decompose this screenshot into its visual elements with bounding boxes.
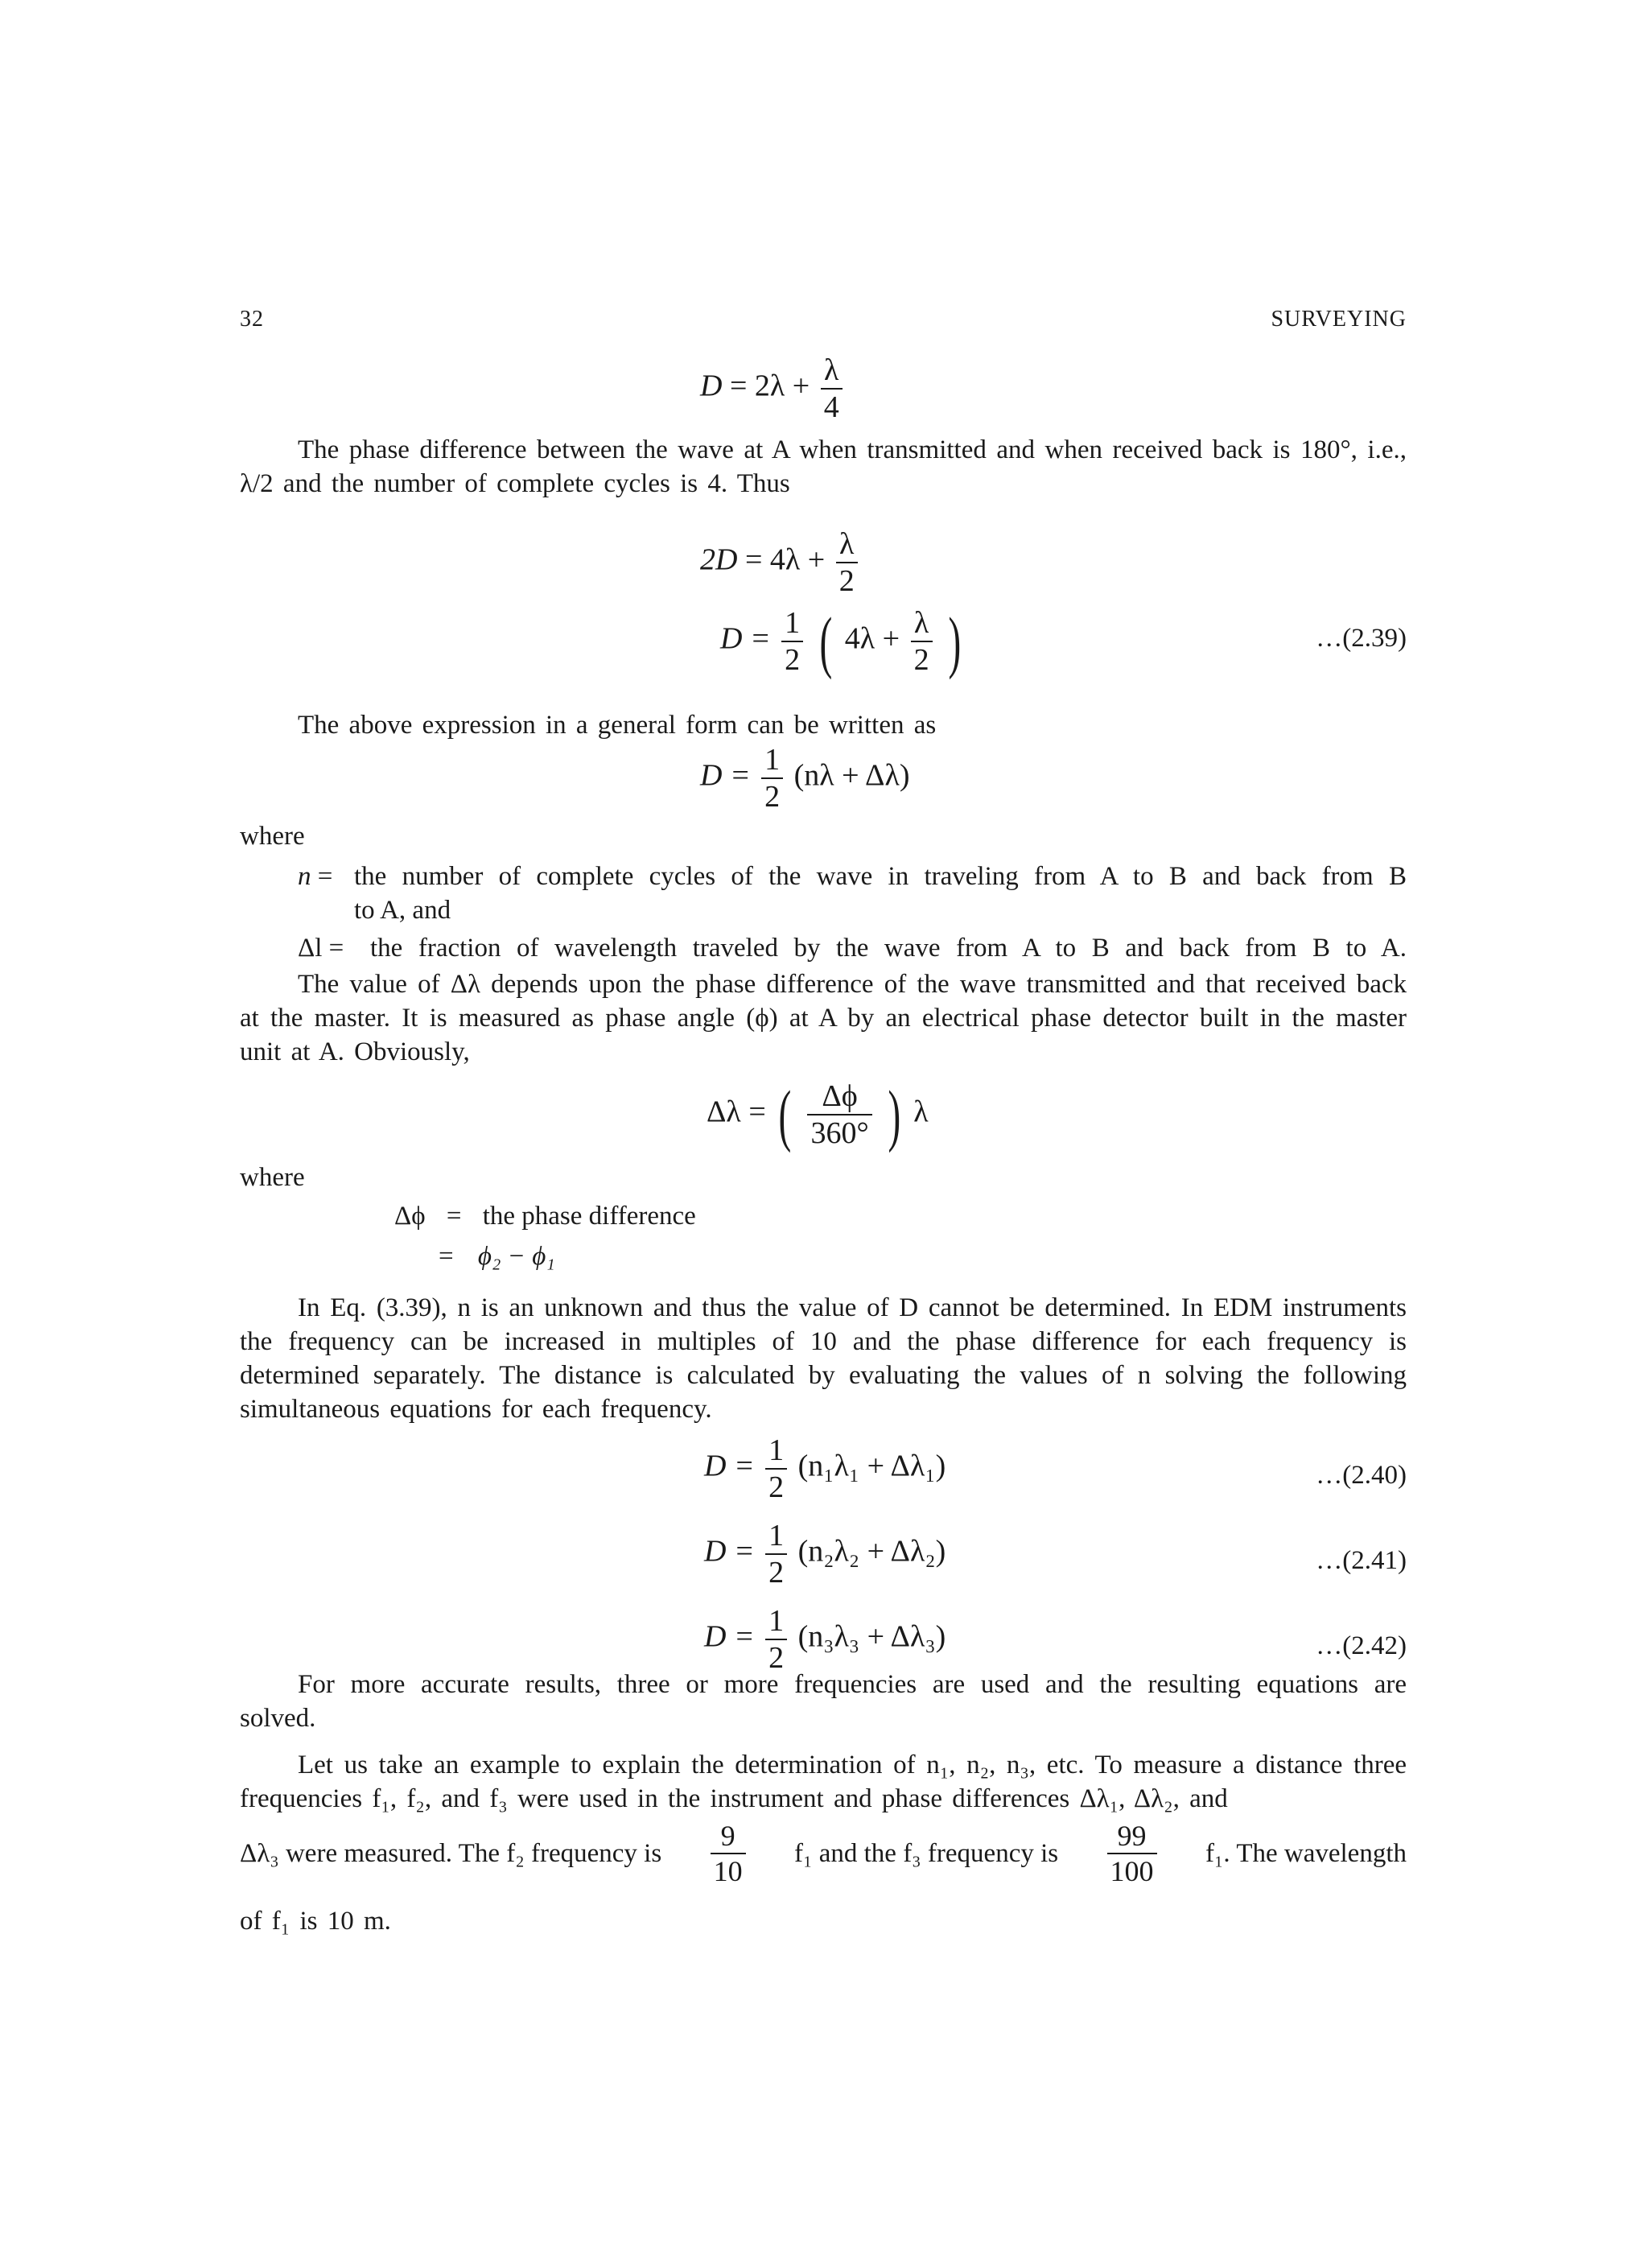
para-text: f₁ and the f₃ frequency is [793,1839,1059,1868]
eq-body: (nλ + Δλ) [793,758,910,793]
fraction [761,742,783,814]
eq-rhs: = 4λ + [744,542,826,577]
eq-body: (n₃λ₃ + Δλ₃) [797,1619,946,1654]
paragraph-3: The value of Δλ depends upon the phase difference of the wave transmitted and that received back at the master. It is measured as phase angle (ϕ) at A by an electrical phase detector built in the master unit at A. Obviously, [240,970,1407,1066]
page-number: 32 [240,307,264,332]
eq-lhs: D [700,369,723,403]
eq-lhs: 2D [700,542,738,577]
fraction [765,1518,787,1590]
eq-lhs: D = [704,1449,755,1483]
equation-239a [700,526,861,599]
fraction-numerator: 1 [768,1433,785,1467]
right-paren: ) [948,603,962,680]
equation-number-242: …(2.42) [1316,1631,1407,1660]
eq-lhs: D = [704,1619,755,1654]
fraction-numerator: 1 [785,606,801,640]
eq-lhs: Δλ = [707,1095,766,1129]
def-equals: = [439,1242,454,1271]
eq-inner: 4λ + [844,621,900,656]
def-symbol: Δϕ [394,1202,426,1231]
fraction [765,1433,787,1505]
eq-body: (n₁λ₁ + Δλ₁) [797,1449,946,1483]
equation-242 [704,1603,946,1676]
fraction-denominator: 2 [765,1639,787,1676]
para-text: Δλ₃ were measured. The f₂ frequency is [240,1839,662,1868]
left-paren: ( [778,1076,792,1153]
equation-number-240: …(2.40) [1316,1461,1407,1490]
equation-general [700,742,910,814]
where-label-2: where [240,1163,305,1192]
fraction-denominator: 360° [807,1114,871,1151]
fraction-numerator: Δϕ [822,1079,858,1113]
fraction-denominator: 2 [781,641,803,678]
fraction [836,526,858,599]
fraction [821,353,843,425]
fraction-numerator: 1 [764,743,781,777]
def-symbol: n [298,862,311,891]
left-paren: ( [819,603,832,680]
fraction-denominator: 4 [821,388,843,425]
fraction [765,1603,787,1676]
definition-n-cont: to A, and [354,896,451,925]
para-text: f₁. The wavelength [1205,1839,1407,1868]
fraction-numerator: 1 [768,1604,785,1638]
fraction-denominator: 2 [836,562,858,599]
fraction-denominator: 2 [765,1553,787,1590]
fraction-numerator: λ [824,353,839,387]
eq-rhs: = 2λ + [729,369,810,403]
paragraph-2: The above expression in a general form can be written as [298,711,937,740]
paragraph-6b [240,1819,1407,1888]
where-label-1: where [240,822,305,851]
right-paren: ) [888,1076,901,1153]
definition-dl-symbol [298,931,344,965]
definition-n-symbol [298,860,332,893]
eq-tail: λ [913,1095,929,1129]
paragraph-6a: Let us take an example to explain the determination of n₁, n₂, n₃, etc. To measure a distance three frequencies f₁, f₂, and f₃ were used in the instrument and phase differences Δλ₁, Δλ₂, and [240,1750,1407,1813]
def-equals: = [317,862,333,891]
def-expr: ϕ₂ − ϕ₁ [477,1242,555,1271]
fraction-numerator: 9 [720,1820,735,1852]
fraction-denominator: 100 [1107,1853,1157,1888]
def-text: the phase difference [482,1202,696,1231]
equation-number-239: …(2.39) [1316,624,1407,653]
equation-241 [704,1518,946,1590]
fraction [711,1819,746,1888]
eq-lhs: D = [720,621,771,656]
paragraph-5: For more accurate results, three or more frequencies are used and the resulting equations are solved. [240,1670,1407,1733]
fraction-numerator: 1 [768,1519,785,1553]
fraction-denominator: 2 [911,641,933,678]
fraction [807,1078,871,1151]
equation-dlambda [707,1078,929,1151]
equation-240 [704,1433,946,1505]
fraction [1107,1819,1157,1888]
equation-239b [720,605,966,678]
paragraph-6c: of f₁ is 10 m. [240,1907,391,1936]
fraction-denominator: 2 [765,1468,787,1505]
definition-dphi-expr [439,1239,555,1273]
equation-number-241: …(2.41) [1316,1546,1407,1575]
running-title: SURVEYING [1271,307,1407,332]
fraction-denominator: 2 [761,777,783,814]
equation-intro [700,353,846,425]
def-equals: = [446,1202,462,1231]
eq-body: (n₂λ₂ + Δλ₂) [797,1534,946,1569]
paragraph-4: In Eq. (3.39), n is an unknown and thus the value of D cannot be determined. In EDM instruments the frequency can be increased in multiples of 10 and the phase difference for each frequency is determined separately. The distance is calculated by evaluating the values of n solving the following simultaneous equations for each frequency. [240,1293,1407,1424]
definition-dl-text: the fraction of wavelength traveled by the wave from A to B and back from B to A. [370,934,1407,963]
fraction-denominator: 10 [711,1853,746,1888]
fraction [911,605,933,678]
fraction-numerator: λ [913,606,929,640]
fraction-numerator: λ [839,527,855,561]
eq-lhs: D = [704,1534,755,1569]
fraction [781,605,803,678]
definition-n-text: the number of complete cycles of the wave in traveling from A to B and back from B [354,862,1407,891]
definition-dphi [394,1199,696,1233]
paragraph-1: The phase difference between the wave at A when transmitted and when received back is 180°, i.e., λ/2 and the number of complete cycles is 4. Thus [240,435,1407,498]
eq-lhs: D = [700,758,751,793]
def-symbol: Δl [298,934,323,963]
def-equals: = [328,934,344,963]
fraction-numerator: 99 [1117,1820,1147,1852]
